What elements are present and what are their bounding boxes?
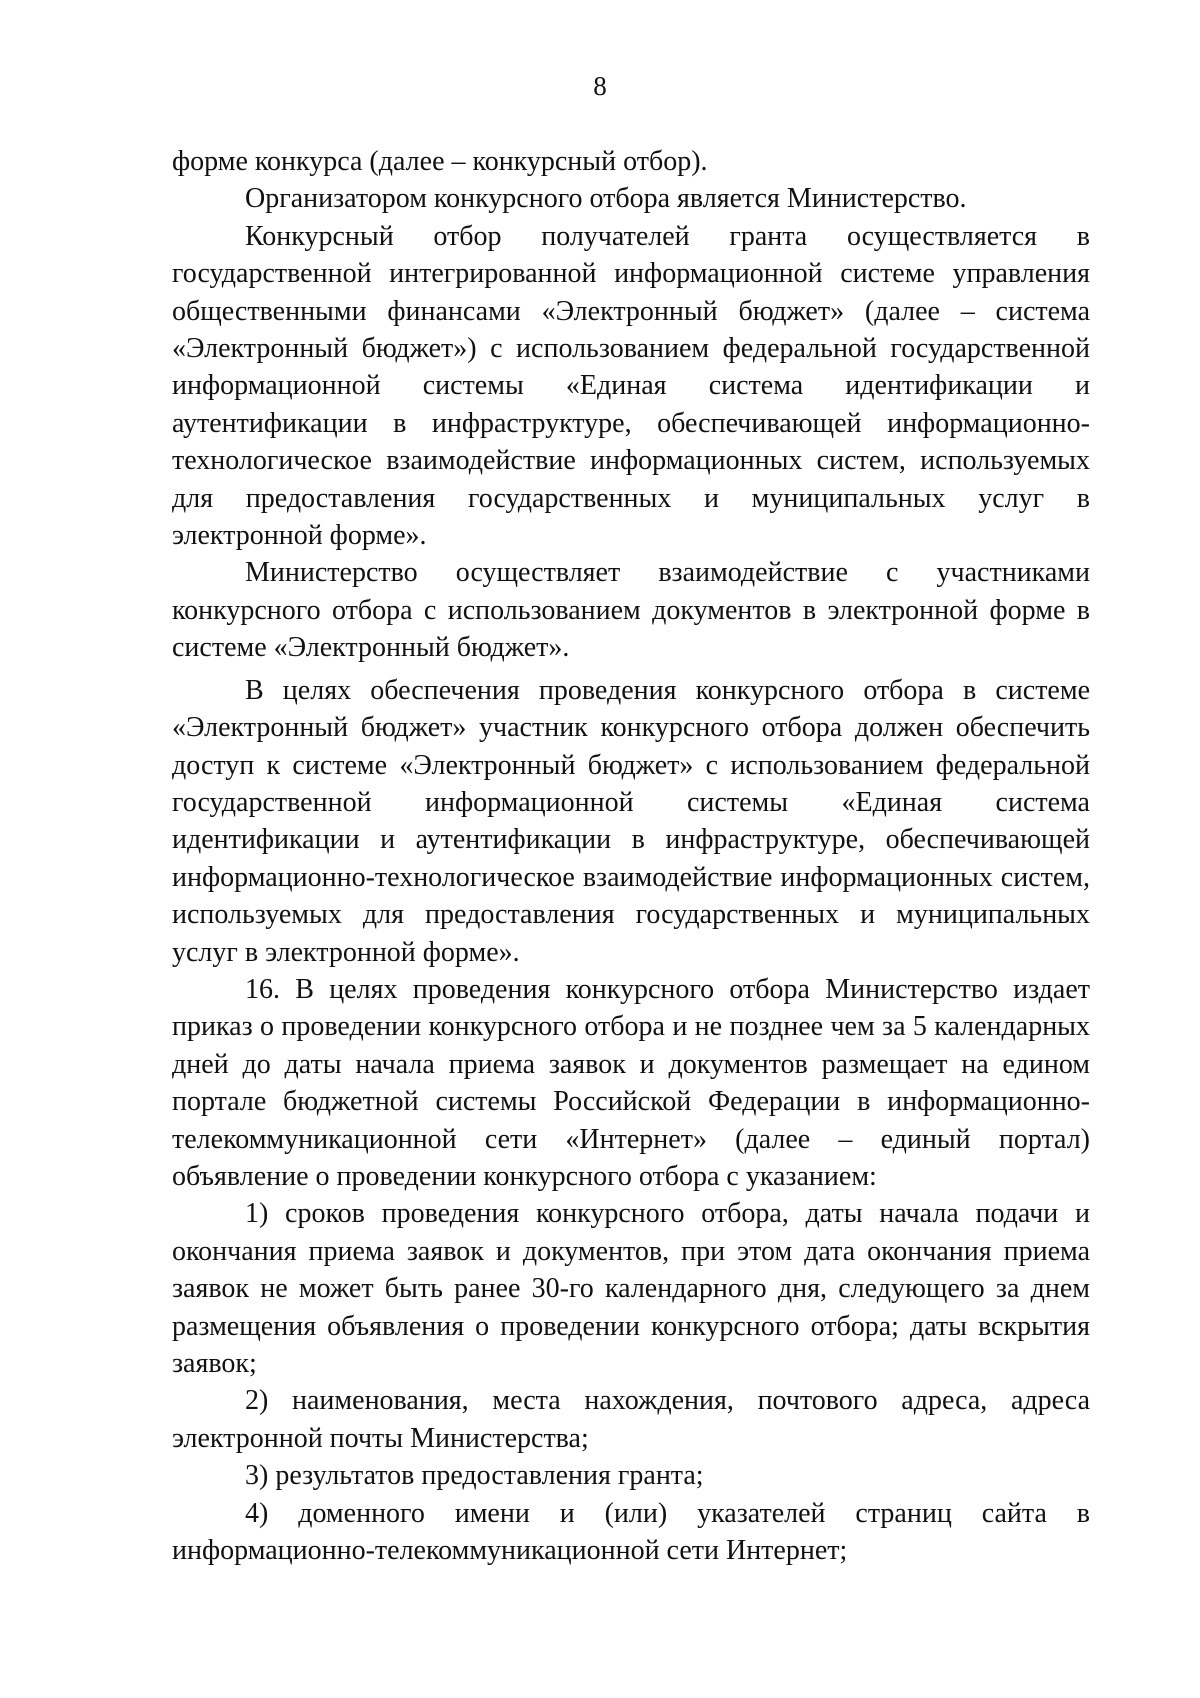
paragraph-organizer: Организатором конкурсного отбора является Министерство. [245,183,967,215]
paragraph-electronic-budget-system: Конкурсный отбор получателей гранта осуществляется в государственной интегрированной информационной системе управления общественными финансами «Электронный бюджет» (далее – система «Электронный бюджет») с использованием федеральной государственной информационной системы «Единая система идентификации и аутентификации в инфраструктуре, обеспечивающей информационно-технологическое взаимодействие информационных систем, используемых для предоставления государственных и муниципальных услуг в электронной форме». [172,220,1090,552]
document-body [172,143,1090,1569]
page-number: 8 [593,71,607,101]
paragraph-ministry-interaction: Министерство осуществляет взаимодействие с участниками конкурсного отбора с использованием документов в электронной форме в системе «Электронный бюджет». [172,557,1090,664]
paragraph-item-16: 16. В целях проведения конкурсного отбора Министерство издает приказ о проведении конкурсного отбора и не позднее чем за 5 календарных дней до даты начала приема заявок и документов размещает на едином портале бюджетной системы Российской Федерации в информационно-телекоммуникационной сети «Интернет» (далее – единый портал) объявление о проведении конкурсного отбора с указанием: [172,973,1090,1192]
paragraph-continuation: форме конкурса (далее – конкурсный отбор). [172,146,708,177]
list-item-4: 4) доменного имени и (или) указателей страниц сайта в информационно-телекоммуникационной сети Интернет; [172,1497,1090,1567]
list-item-3: 3) результатов предоставления гранта; [245,1460,704,1492]
paragraph-participant-access: В целях обеспечения проведения конкурсного отбора в системе «Электронный бюджет» участник конкурсного отбора должен обеспечить доступ к системе «Электронный бюджет» с использованием федеральной государственной информационной системы «Единая система идентификации и аутентификации в инфраструктуре, обеспечивающей информационно-технологическое взаимодействие информационных систем, используемых для предоставления государственных и муниципальных услуг в электронной форме». [172,674,1090,968]
list-item-2: 2) наименования, места нахождения, почтового адреса, адреса электронной почты Министерства; [172,1385,1090,1454]
list-item-1: 1) сроков проведения конкурсного отбора, даты начала подачи и окончания приема заявок и документов, при этом дата окончания приема заявок не может быть ранее 30-го календарного дня, следующего за днем размещения объявления о проведении конкурсного отбора; даты вскрытия заявок; [172,1198,1090,1379]
